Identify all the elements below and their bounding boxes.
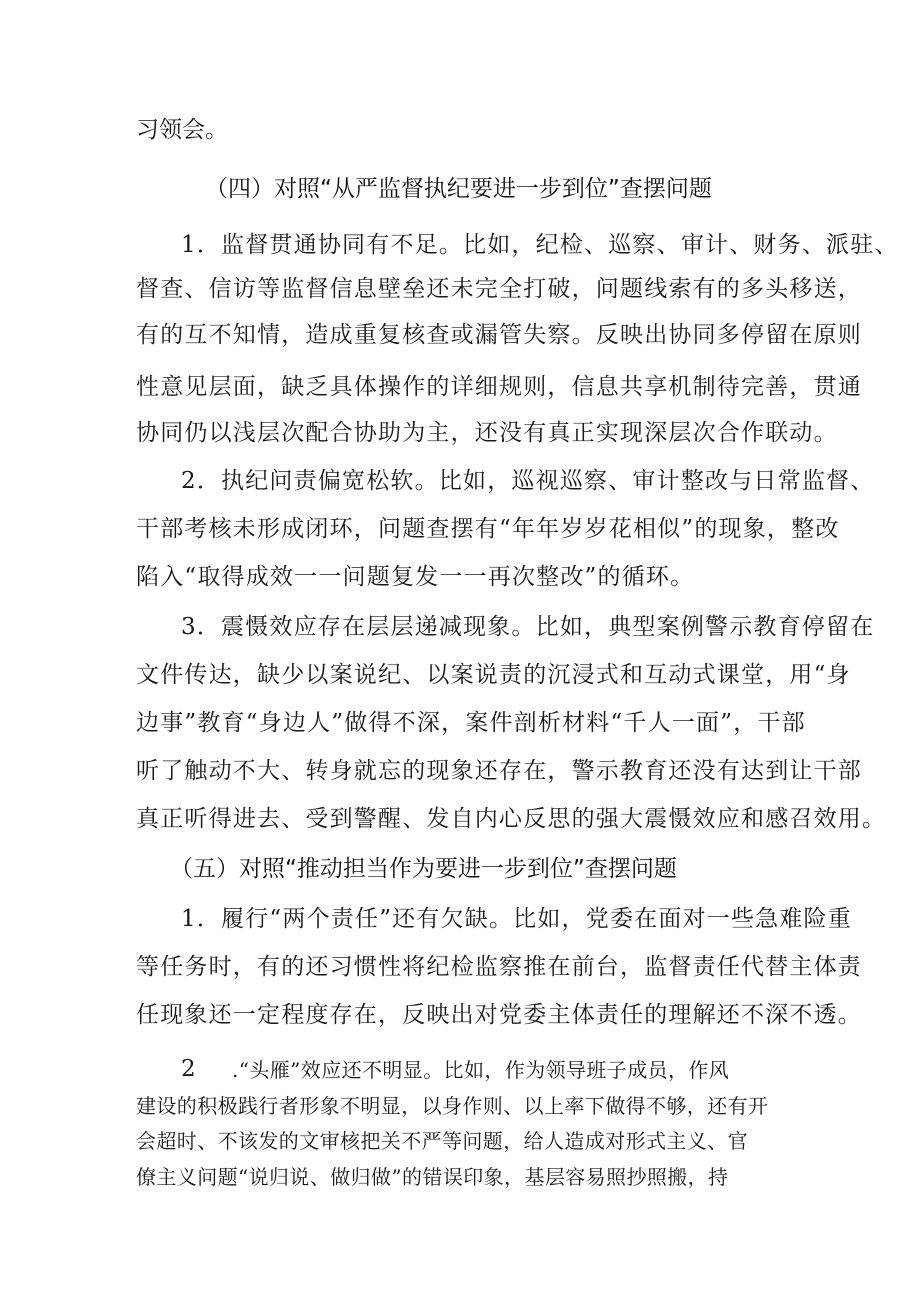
- s4-item2-line2: 干部考核未形成闭环，问题查摆有“年年岁岁花相似”的现象，整改: [136, 516, 840, 542]
- s5-item1-line3: 任现象还一定程度存在，反映出对党委主体责任的理解还不深不透。: [136, 1002, 862, 1028]
- s4-item2-line1: 2．执纪问责偏宽松软。比如，巡视巡察、审计整改与日常监督、: [181, 468, 875, 494]
- s4-item2-line3: 陷入“取得成效一一问题复发一一再次整改”的循环。: [136, 564, 695, 590]
- s5-item1-line2: 等任务时，有的还习惯性将纪检监察推在前台，监督责任代替主体责: [136, 954, 862, 980]
- paragraph-tail: 习领会。: [136, 117, 228, 143]
- s4-item1-line4: 性意见层面，缺乏具体操作的详细规则，信息共享机制待完善，贯通: [136, 374, 862, 400]
- s4-item3-line1: 3．震慑效应存在层层递减现象。比如，典型案例警示教育停留在: [181, 614, 875, 640]
- s4-item3-line5: 真正听得进去、受到警醒、发自内心反思的强大震慑效应和感召效用。: [136, 806, 887, 832]
- s5-item1-line1: 1．履行“两个责任”还有欠缺。比如，党委在面对一些急难险重: [181, 906, 852, 932]
- s4-item1-line1: 1．监督贯通协同有不足。比如，纪检、巡察、审计、财务、派驻、: [181, 232, 899, 258]
- s4-item1-line3: 有的互不知情，造成重复核查或漏管失察。反映出协同多停留在原则: [136, 322, 862, 348]
- s5-item2-line1: .“头雁”效应还不明显。比如，作为领导班子成员，作风: [232, 1058, 730, 1082]
- section-5-heading: （五）对照“推动担当作为要进一步到位”查摆问题: [170, 856, 677, 882]
- s5-item2-number: 2: [181, 1056, 196, 1082]
- s4-item3-line4: 听了触动不大、转身就忘的现象还存在，警示教育还没有达到让干部: [136, 758, 862, 784]
- s4-item3-line2: 文件传达，缺少以案说纪、以案说责的沉浸式和互动式课堂，用“身: [136, 662, 851, 688]
- section-4-heading: （四）对照“从严监督执纪要进一步到位”查摆问题: [205, 176, 712, 202]
- s5-item2-line3: 会超时、不该发的文审核把关不严等问题，给人造成对形式主义、官: [136, 1129, 748, 1153]
- s4-item1-line5: 协同仍以浅层次配合协助为主，还没有真正实现深层次合作联动。: [136, 420, 838, 446]
- s5-item2-line4: 僚主义问题“说归说、做归做”的错误印象，基层容易照抄照搬，持: [136, 1165, 729, 1189]
- s4-item3-line3: 边事”教育“身边人”做得不深，案件剖析材料“千人一面”，干部: [136, 710, 806, 736]
- s4-item1-line2: 督查、信访等监督信息壁垒还未完全打破，问题线索有的多头移送，: [136, 276, 862, 302]
- s5-item2-line2: 建设的积极践行者形象不明显，以身作则、以上率下做得不够，还有开: [136, 1094, 769, 1118]
